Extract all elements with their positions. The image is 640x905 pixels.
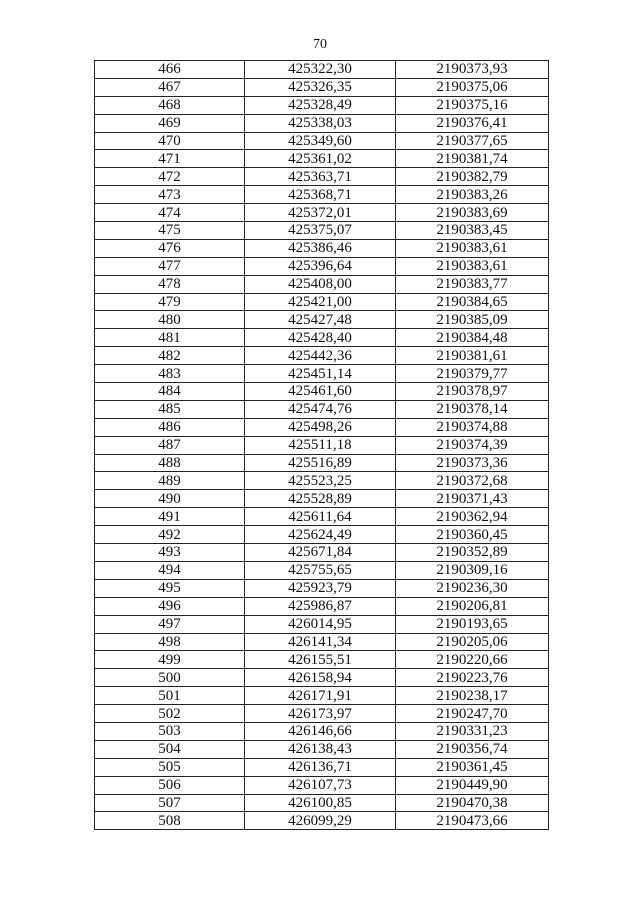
point-number-cell: 502 xyxy=(95,705,245,723)
point-number-cell: 499 xyxy=(95,651,245,669)
y-coordinate-cell: 2190236,30 xyxy=(396,579,549,597)
x-coordinate-cell: 425516,89 xyxy=(245,454,396,472)
point-number-cell: 471 xyxy=(95,150,245,168)
x-coordinate-cell: 425326,35 xyxy=(245,78,396,96)
table-row xyxy=(95,186,549,204)
point-number-cell: 479 xyxy=(95,293,245,311)
y-coordinate-cell: 2190381,74 xyxy=(396,150,549,168)
y-coordinate-cell: 2190331,23 xyxy=(396,722,549,740)
y-coordinate-cell: 2190205,06 xyxy=(396,633,549,651)
y-coordinate-cell: 2190352,89 xyxy=(396,544,549,562)
x-coordinate-cell: 425349,60 xyxy=(245,132,396,150)
table-row xyxy=(95,329,549,347)
x-coordinate-cell: 425671,84 xyxy=(245,544,396,562)
point-number-cell: 504 xyxy=(95,740,245,758)
point-number-cell: 473 xyxy=(95,186,245,204)
point-number-cell: 480 xyxy=(95,311,245,329)
table-row xyxy=(95,508,549,526)
point-number-cell: 466 xyxy=(95,61,245,79)
y-coordinate-cell: 2190383,61 xyxy=(396,257,549,275)
y-coordinate-cell: 2190362,94 xyxy=(396,508,549,526)
page-number: 70 xyxy=(313,37,327,52)
table-row xyxy=(95,651,549,669)
y-coordinate-cell: 2190361,45 xyxy=(396,758,549,776)
y-coordinate-cell: 2190373,36 xyxy=(396,454,549,472)
table-row xyxy=(95,705,549,723)
point-number-cell: 475 xyxy=(95,222,245,240)
table-row xyxy=(95,633,549,651)
y-coordinate-cell: 2190376,41 xyxy=(396,114,549,132)
x-coordinate-cell: 426171,91 xyxy=(245,687,396,705)
point-number-cell: 470 xyxy=(95,132,245,150)
table-row xyxy=(95,490,549,508)
point-number-cell: 500 xyxy=(95,669,245,687)
table-row xyxy=(95,740,549,758)
table-row xyxy=(95,579,549,597)
x-coordinate-cell: 426107,73 xyxy=(245,776,396,794)
y-coordinate-cell: 2190378,97 xyxy=(396,383,549,401)
x-coordinate-cell: 425368,71 xyxy=(245,186,396,204)
table-row xyxy=(95,257,549,275)
point-number-cell: 472 xyxy=(95,168,245,186)
x-coordinate-cell: 425408,00 xyxy=(245,275,396,293)
point-number-cell: 487 xyxy=(95,436,245,454)
x-coordinate-cell: 425372,01 xyxy=(245,204,396,222)
point-number-cell: 498 xyxy=(95,633,245,651)
table-row xyxy=(95,776,549,794)
table-row xyxy=(95,597,549,615)
x-coordinate-cell: 426146,66 xyxy=(245,722,396,740)
y-coordinate-cell: 2190378,14 xyxy=(396,400,549,418)
table-row xyxy=(95,132,549,150)
point-number-cell: 493 xyxy=(95,544,245,562)
table-row xyxy=(95,311,549,329)
y-coordinate-cell: 2190375,16 xyxy=(396,96,549,114)
point-number-cell: 478 xyxy=(95,275,245,293)
table-row xyxy=(95,293,549,311)
table-row xyxy=(95,150,549,168)
x-coordinate-cell: 425523,25 xyxy=(245,472,396,490)
y-coordinate-cell: 2190383,26 xyxy=(396,186,549,204)
y-coordinate-cell: 2190385,09 xyxy=(396,311,549,329)
y-coordinate-cell: 2190371,43 xyxy=(396,490,549,508)
y-coordinate-cell: 2190356,74 xyxy=(396,740,549,758)
point-number-cell: 490 xyxy=(95,490,245,508)
x-coordinate-cell: 426155,51 xyxy=(245,651,396,669)
y-coordinate-cell: 2190373,93 xyxy=(396,61,549,79)
table-row xyxy=(95,794,549,812)
point-number-cell: 474 xyxy=(95,204,245,222)
point-number-cell: 508 xyxy=(95,812,245,830)
point-number-cell: 467 xyxy=(95,78,245,96)
point-number-cell: 483 xyxy=(95,365,245,383)
y-coordinate-cell: 2190383,77 xyxy=(396,275,549,293)
y-coordinate-cell: 2190449,90 xyxy=(396,776,549,794)
x-coordinate-cell: 425386,46 xyxy=(245,239,396,257)
y-coordinate-cell: 2190247,70 xyxy=(396,705,549,723)
table-row xyxy=(95,544,549,562)
y-coordinate-cell: 2190223,76 xyxy=(396,669,549,687)
x-coordinate-cell: 425361,02 xyxy=(245,150,396,168)
x-coordinate-cell: 426100,85 xyxy=(245,794,396,812)
table-row xyxy=(95,472,549,490)
x-coordinate-cell: 425322,30 xyxy=(245,61,396,79)
x-coordinate-cell: 425451,14 xyxy=(245,365,396,383)
x-coordinate-cell: 425427,48 xyxy=(245,311,396,329)
point-number-cell: 485 xyxy=(95,400,245,418)
table-row xyxy=(95,365,549,383)
coordinates-table xyxy=(94,60,549,830)
point-number-cell: 491 xyxy=(95,508,245,526)
y-coordinate-cell: 2190206,81 xyxy=(396,597,549,615)
point-number-cell: 476 xyxy=(95,239,245,257)
table-row xyxy=(95,722,549,740)
x-coordinate-cell: 425421,00 xyxy=(245,293,396,311)
point-number-cell: 503 xyxy=(95,722,245,740)
point-number-cell: 489 xyxy=(95,472,245,490)
x-coordinate-cell: 425611,64 xyxy=(245,508,396,526)
x-coordinate-cell: 426158,94 xyxy=(245,669,396,687)
x-coordinate-cell: 426173,97 xyxy=(245,705,396,723)
table-row xyxy=(95,222,549,240)
y-coordinate-cell: 2190193,65 xyxy=(396,615,549,633)
point-number-cell: 477 xyxy=(95,257,245,275)
x-coordinate-cell: 425474,76 xyxy=(245,400,396,418)
coordinates-table-body xyxy=(95,61,549,830)
x-coordinate-cell: 425442,36 xyxy=(245,347,396,365)
y-coordinate-cell: 2190384,65 xyxy=(396,293,549,311)
y-coordinate-cell: 2190379,77 xyxy=(396,365,549,383)
point-number-cell: 496 xyxy=(95,597,245,615)
x-coordinate-cell: 425986,87 xyxy=(245,597,396,615)
table-row xyxy=(95,400,549,418)
y-coordinate-cell: 2190383,45 xyxy=(396,222,549,240)
table-row xyxy=(95,526,549,544)
table-row xyxy=(95,383,549,401)
x-coordinate-cell: 425755,65 xyxy=(245,561,396,579)
y-coordinate-cell: 2190375,06 xyxy=(396,78,549,96)
y-coordinate-cell: 2190309,16 xyxy=(396,561,549,579)
x-coordinate-cell: 425363,71 xyxy=(245,168,396,186)
x-coordinate-cell: 426138,43 xyxy=(245,740,396,758)
table-row xyxy=(95,275,549,293)
point-number-cell: 505 xyxy=(95,758,245,776)
x-coordinate-cell: 425528,89 xyxy=(245,490,396,508)
table-row xyxy=(95,418,549,436)
x-coordinate-cell: 425428,40 xyxy=(245,329,396,347)
table-row xyxy=(95,454,549,472)
x-coordinate-cell: 425511,18 xyxy=(245,436,396,454)
point-number-cell: 492 xyxy=(95,526,245,544)
y-coordinate-cell: 2190381,61 xyxy=(396,347,549,365)
x-coordinate-cell: 425498,26 xyxy=(245,418,396,436)
table-row xyxy=(95,812,549,830)
table-row xyxy=(95,669,549,687)
x-coordinate-cell: 425624,49 xyxy=(245,526,396,544)
y-coordinate-cell: 2190382,79 xyxy=(396,168,549,186)
table-row xyxy=(95,78,549,96)
table-row xyxy=(95,436,549,454)
point-number-cell: 484 xyxy=(95,383,245,401)
point-number-cell: 481 xyxy=(95,329,245,347)
table-row xyxy=(95,615,549,633)
table-row xyxy=(95,687,549,705)
point-number-cell: 501 xyxy=(95,687,245,705)
table-row xyxy=(95,561,549,579)
point-number-cell: 495 xyxy=(95,579,245,597)
y-coordinate-cell: 2190372,68 xyxy=(396,472,549,490)
table-row xyxy=(95,96,549,114)
point-number-cell: 488 xyxy=(95,454,245,472)
x-coordinate-cell: 425923,79 xyxy=(245,579,396,597)
x-coordinate-cell: 425328,49 xyxy=(245,96,396,114)
x-coordinate-cell: 426014,95 xyxy=(245,615,396,633)
y-coordinate-cell: 2190383,69 xyxy=(396,204,549,222)
x-coordinate-cell: 426141,34 xyxy=(245,633,396,651)
table-row xyxy=(95,347,549,365)
table-row xyxy=(95,758,549,776)
y-coordinate-cell: 2190360,45 xyxy=(396,526,549,544)
y-coordinate-cell: 2190383,61 xyxy=(396,239,549,257)
y-coordinate-cell: 2190377,65 xyxy=(396,132,549,150)
y-coordinate-cell: 2190220,66 xyxy=(396,651,549,669)
table-row xyxy=(95,204,549,222)
point-number-cell: 482 xyxy=(95,347,245,365)
y-coordinate-cell: 2190470,38 xyxy=(396,794,549,812)
x-coordinate-cell: 425461,60 xyxy=(245,383,396,401)
point-number-cell: 494 xyxy=(95,561,245,579)
table-row xyxy=(95,168,549,186)
table-row xyxy=(95,239,549,257)
x-coordinate-cell: 426099,29 xyxy=(245,812,396,830)
y-coordinate-cell: 2190384,48 xyxy=(396,329,549,347)
x-coordinate-cell: 425396,64 xyxy=(245,257,396,275)
table-row xyxy=(95,114,549,132)
table-row xyxy=(95,61,549,79)
point-number-cell: 497 xyxy=(95,615,245,633)
y-coordinate-cell: 2190374,88 xyxy=(396,418,549,436)
x-coordinate-cell: 425338,03 xyxy=(245,114,396,132)
x-coordinate-cell: 426136,71 xyxy=(245,758,396,776)
point-number-cell: 469 xyxy=(95,114,245,132)
point-number-cell: 507 xyxy=(95,794,245,812)
point-number-cell: 486 xyxy=(95,418,245,436)
point-number-cell: 468 xyxy=(95,96,245,114)
point-number-cell: 506 xyxy=(95,776,245,794)
y-coordinate-cell: 2190374,39 xyxy=(396,436,549,454)
y-coordinate-cell: 2190238,17 xyxy=(396,687,549,705)
y-coordinate-cell: 2190473,66 xyxy=(396,812,549,830)
x-coordinate-cell: 425375,07 xyxy=(245,222,396,240)
